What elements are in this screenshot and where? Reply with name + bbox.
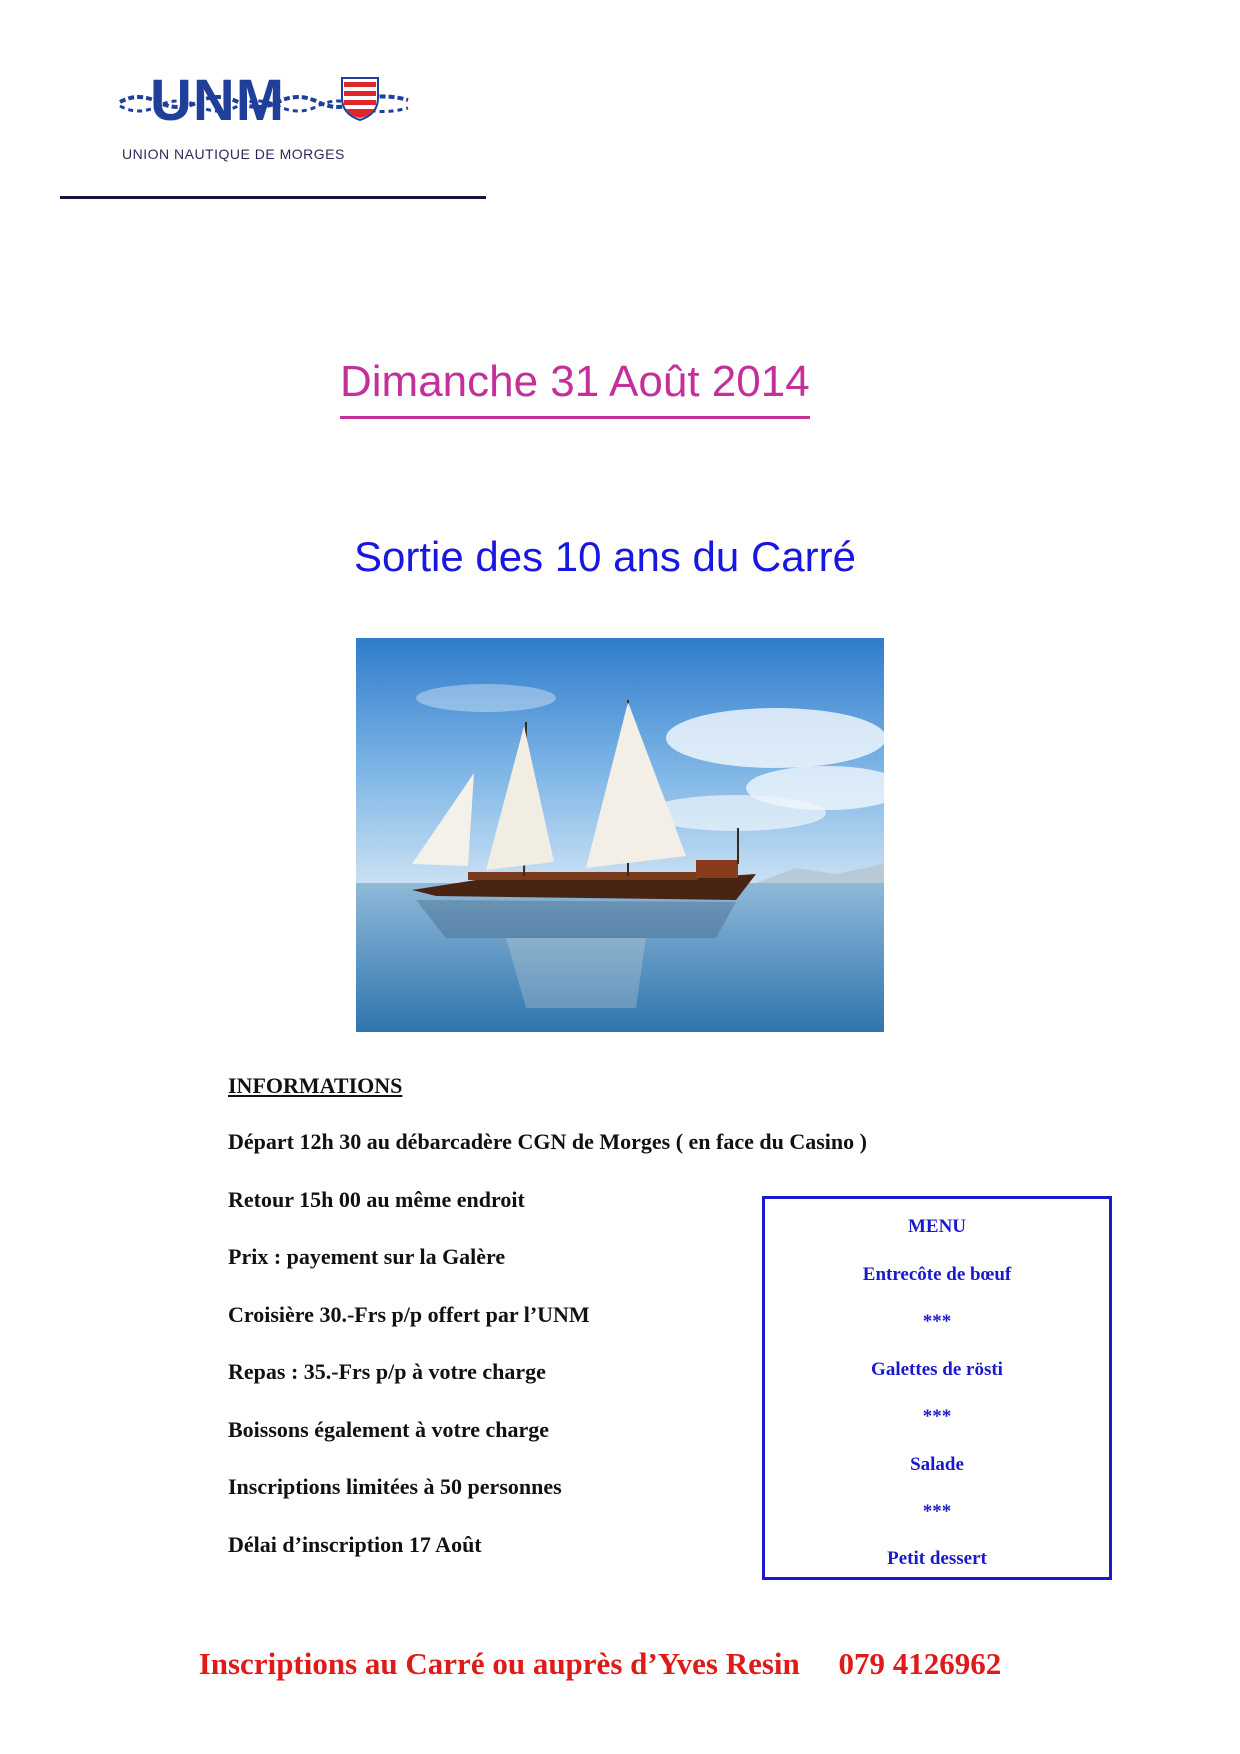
info-drinks: Boissons également à votre charge [228,1417,549,1442]
info-heading: INFORMATIONS [228,1073,403,1098]
menu-separator: *** [922,1311,952,1332]
header-divider [60,196,486,199]
info-cruise-price: Croisière 30.-Frs p/p offert par l’UNM [228,1302,590,1327]
galley-boat-photo [356,638,884,1032]
menu-title: MENU [907,1216,967,1237]
club-logo [118,70,418,170]
menu-separator: *** [922,1501,952,1522]
logo-letters: UNM [150,68,286,133]
info-deadline: Délai d’inscription 17 Août [228,1532,482,1557]
info-departure: Départ 12h 30 au débarcadère CGN de Morges ( en face du Casino ) [228,1129,867,1154]
event-date: Dimanche 31 Août 2014 [340,356,810,419]
menu-item: Galettes de rösti [871,1359,1003,1380]
logo-subtitle: UNION NAUTIQUE DE MORGES [122,146,345,162]
menu-item: Entrecôte de bœuf [862,1264,1012,1285]
info-meal-price: Repas : 35.-Frs p/p à votre charge [228,1359,546,1384]
info-return: Retour 15h 00 au même endroit [228,1187,525,1212]
shield-icon [340,76,380,122]
registration-contact: Inscriptions au Carré ou auprès d’Yves Resin 079 4126962 [198,1646,1002,1681]
info-price: Prix : payement sur la Galère [228,1244,506,1269]
event-title: Sortie des 10 ans du Carré [354,533,856,580]
menu-box [762,1196,1112,1580]
menu-separator: *** [922,1406,952,1427]
info-limit: Inscriptions limitées à 50 personnes [228,1474,562,1499]
menu-item: Salade [910,1454,964,1475]
menu-item: Petit dessert [887,1548,987,1569]
